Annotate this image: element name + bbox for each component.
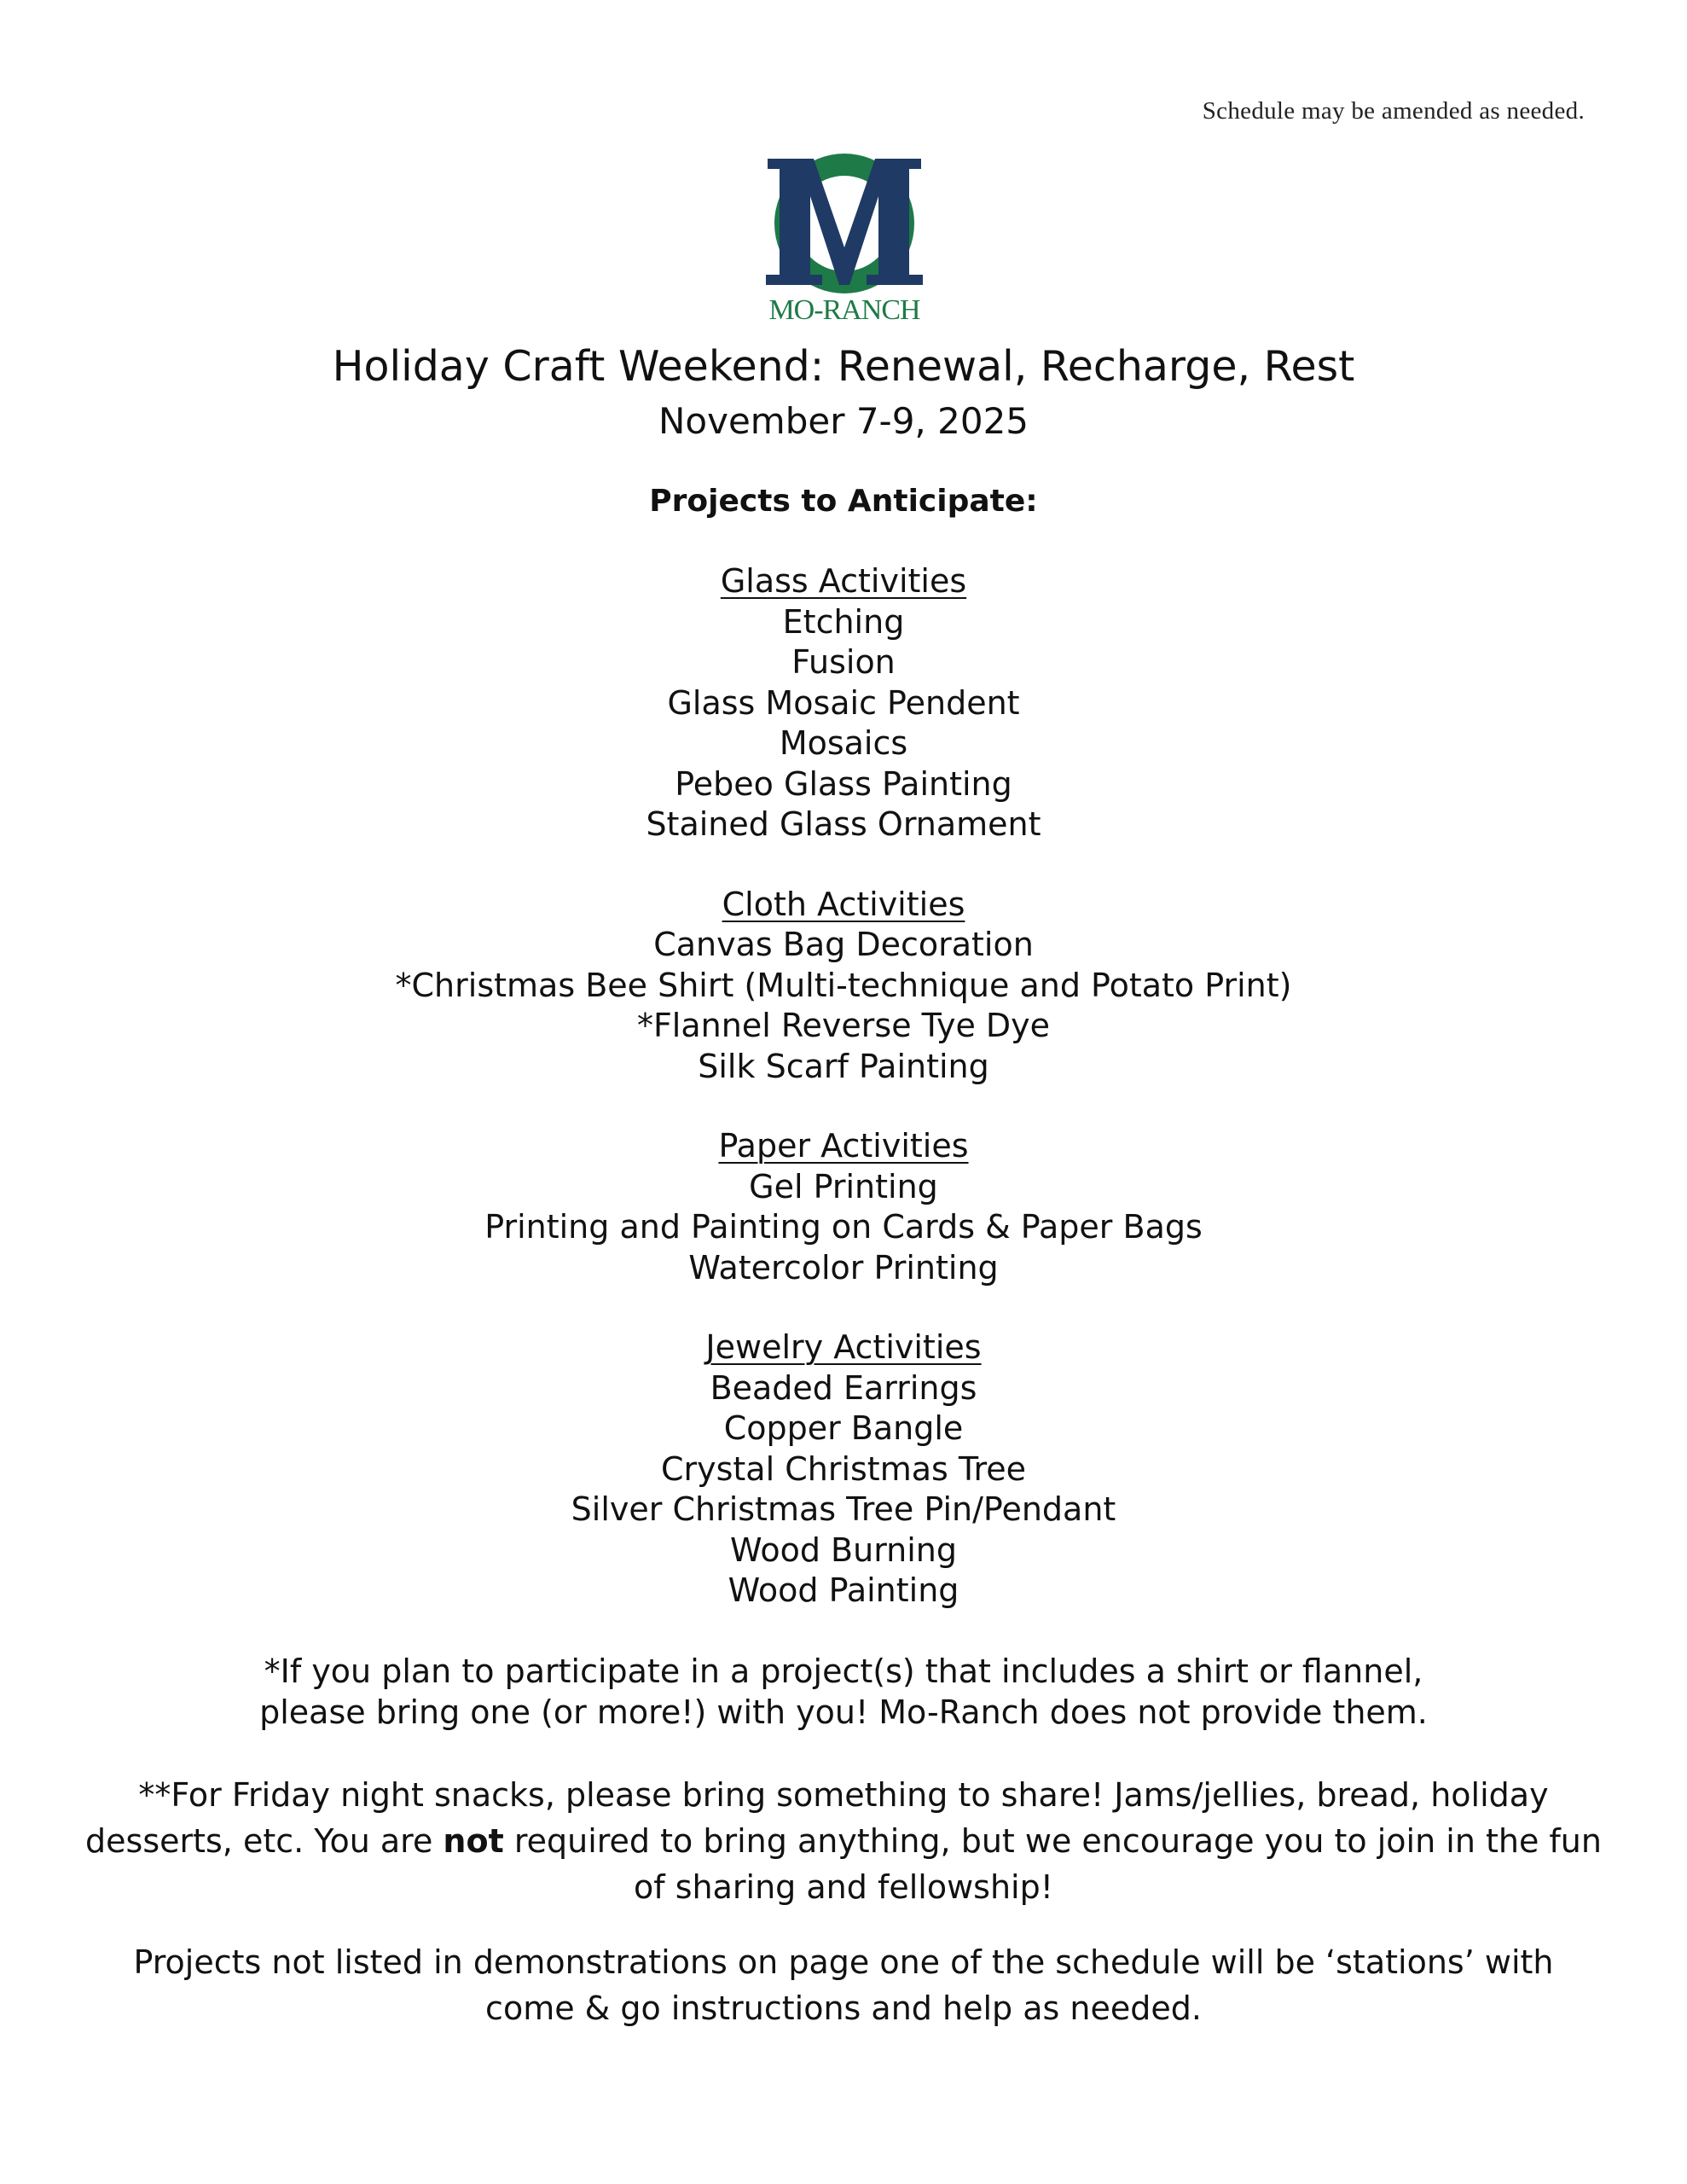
list-item: Fusion [791,643,896,681]
list-item: *Christmas Bee Shirt (Multi-technique and Potato Print) [395,966,1292,1004]
activity-list [85,1167,1602,1289]
schedule-amendment-note: Schedule may be amended as needed. [1202,97,1585,125]
list-item: Beaded Earrings [710,1368,977,1407]
list-item: Wood Burning [730,1531,957,1569]
event-date: November 7-9, 2025 [658,400,1029,442]
projects-heading: Projects to Anticipate: [649,484,1038,519]
list-item: *Flannel Reverse Tye Dye [636,1007,1051,1044]
list-item: Etching [782,602,905,641]
list-item: Stained Glass Ornament [646,805,1041,843]
section-title: Glass Activities [720,562,967,600]
activity-list [85,1368,1602,1612]
list-item: Printing and Painting on Cards & Paper Bags [484,1208,1203,1246]
section-jewelry-activities [85,1327,1602,1612]
snacks-note-text: **For Friday night snacks, please bring something to share! Jams/jellies, bread, holiday desserts, etc. You are [85,1775,1549,1860]
section-title: Jewelry Activities [705,1328,982,1366]
mo-ranch-logo [751,147,938,326]
list-item: Glass Mosaic Pendent [667,683,1020,722]
list-item: Mosaics [779,724,908,762]
section-title: Paper Activities [718,1127,969,1165]
document-body [85,338,1602,2031]
section-paper-activities [85,1126,1602,1288]
activity-list [85,602,1602,845]
list-item: Wood Painting [728,1571,959,1609]
section-glass-activities [85,561,1602,845]
shirt-note: *If you plan to participate in a project(s) that includes a shirt or flannel, please bring one (or more!) with you! Mo-Ranch does not provide them. [259,1652,1428,1731]
activity-list [85,925,1602,1087]
section-title: Cloth Activities [722,885,965,923]
snacks-note-text: required to bring anything, but we encourage you to join in the fun of sharing and fellowship! [503,1821,1602,1906]
stations-note: Projects not listed in demonstrations on page one of the schedule will be ‘stations’ with come & go instructions and help as needed. [133,1943,1554,2027]
list-item: Silk Scarf Painting [698,1047,989,1085]
list-item: Watercolor Printing [688,1248,999,1287]
list-item: Silver Christmas Tree Pin/Pendant [571,1490,1116,1528]
list-item: Canvas Bag Decoration [653,926,1034,963]
list-item: Gel Printing [749,1167,938,1205]
event-title: Holiday Craft Weekend: Renewal, Recharge, Rest [332,342,1355,391]
section-cloth-activities [85,885,1602,1088]
snacks-note-emphasis: not [443,1821,504,1860]
snacks-note [85,1772,1602,1910]
list-item: Pebeo Glass Painting [675,764,1012,803]
svg-text:MO-RANCH: MO-RANCH [768,294,920,326]
list-item: Crystal Christmas Tree [660,1449,1027,1488]
list-item: Copper Bangle [723,1409,964,1447]
